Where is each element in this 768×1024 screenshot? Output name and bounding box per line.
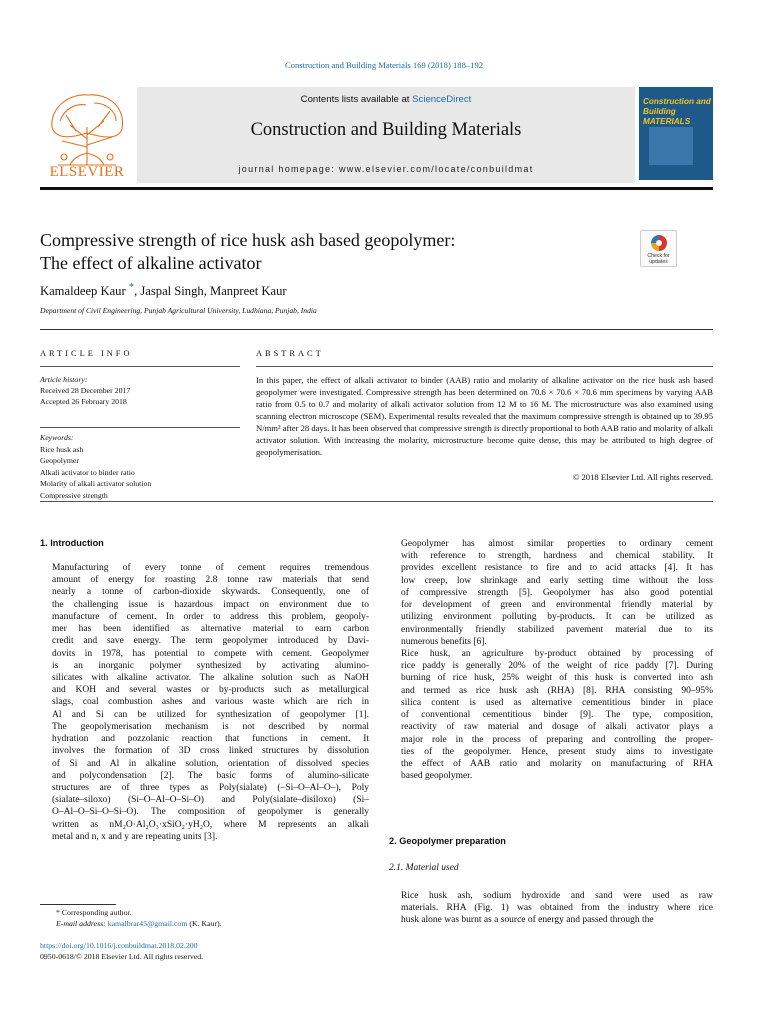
issn-copyright: 0950-0618/© 2018 Elsevier Ltd. All rights reserved. [40,952,204,962]
keyword: Alkali activator to binder ratio [40,467,135,477]
material-used-heading: 2.1. Material used [389,863,459,873]
text-line: amount of energy for roasting 2.8 tonne raw materials that send [52,575,369,586]
paragraph [389,648,713,782]
text-line: materials. RHA (Fig. 1) was obtained from the industry where rice [401,903,713,914]
text-line: structures are of three types as Poly(sialate) (–Si–O–Al–O–), Poly [52,782,369,793]
journal-banner [137,87,635,183]
crossmark-icon [651,235,667,251]
crossmark-label: Check for updates [647,253,670,265]
author-kamaldeep-kaur[interactable]: Kamaldeep Kaur [40,284,126,299]
text-line: utilizing environment polluting by-products. It can be utilized as [401,612,713,623]
history-label: Article history: [40,375,88,384]
abstract-bottom-divider [40,501,713,502]
text-line: ties of the geopolymer. Hence, present study aims to investigate [401,746,713,757]
keyword: Geopolymer [40,456,79,465]
paragraph [40,562,369,843]
text-line: involves the formation of 3D cross linked structures by dissolution [52,746,369,757]
text-line: written as nM₂O·Al₂O₃·xSiO₂·yH₂O, where M represents an alkali [52,819,369,830]
journal-cover-image[interactable] [639,87,713,180]
abstract-divider [256,366,713,367]
article-title-line-2: The effect of alkaline activator [40,253,262,273]
text-line: low creep, low shrinkage and early setting time without the loss [401,575,713,586]
text-line: with reference to strength, hardness and chemical stability. It [401,551,713,562]
contents-availability [137,94,635,105]
text-line: for development of green and environmental friendly material by [401,600,713,611]
text-line: Rice husk ash, sodium hydroxide and sand were used as raw [401,891,713,901]
accepted-date: Accepted 26 February 2018 [40,397,127,406]
text-line: rice paddy is generally 20% of the weight of rice paddy [7]. During [401,661,713,672]
abstract-heading: ABSTRACT [256,349,324,358]
text-line: slags, coal combustion ashes and various waste which are rich in [52,697,369,708]
text-line: manufacture of cement. In order to address this problem, geopoly- [52,611,369,622]
author-email-link[interactable]: kamalbrar45@gmail.com [107,919,188,929]
email-note [40,918,222,929]
text-line: The geopolymerisation mechanism is not described by normal [52,721,369,732]
journal-citation-link[interactable]: Construction and Building Materials 169 (2018) 188–192 [284,60,484,70]
text-line: reactivity of raw material and dosage of alkali activator plays a [401,722,713,733]
text-line: and polycondensation [2]. The basic forms of alumino-silicate [52,770,369,781]
keyword: Molarity of alkali activator solution [40,479,152,488]
text-line: dovits in 1978, has potential to compete with cement. Geopolymer [52,648,369,659]
keyword: Rice husk ash [40,444,84,454]
abstract-copyright: © 2018 Elsevier Ltd. All rights reserved. [572,472,713,482]
elsevier-logo [40,87,134,183]
elsevier-tree-icon [40,87,134,167]
journal-name: Construction and Building Materials [250,120,522,140]
text-line: numerous benefits [6]. [401,636,487,647]
text-line: of compressive strength [5]. Geopolymer has also good potential [401,587,713,598]
text-line: (sialate–siloxo) (Si–O–Al–O–Si–O) and Poly(sialate–disiloxo) (Si– [52,795,369,806]
text-line: Manufacturing of every tonne of cement requires tremendous [52,563,369,573]
contents-prefix: Contents lists available at [300,94,413,105]
text-line: of Si and Al in alkaline solution, orientation of dissolved species [52,758,369,769]
title-divider [40,329,713,330]
text-line: nearly a tonne of carbon-dioxide skywards. Consequently, one of [52,587,369,598]
author-affiliation: Department of Civil Engineering, Punjab Agricultural University, Ludhiana, Punjab, India [40,306,317,315]
text-line: husk alone was burnt as a source of energy and passed through the [401,915,654,926]
introduction-paragraph [40,562,369,843]
info-divider [40,366,240,367]
text-line: and termed as rice husk ash (RHA) [8]. RHA consisting 90–95% [401,685,713,696]
text-line: metal and n, x and y are repeating units [3]. [52,831,218,842]
journal-homepage-link[interactable]: journal homepage: www.elsevier.com/locate/conbuildmat [238,164,534,174]
material-used-text [389,890,713,927]
abstract-text: In this paper, the effect of alkali activator to binder (AAB) ratio and molarity of alkaline activator on the rice husk ash based geopolymer were investigated. Compressive strength has been determined on 70.6 × 70.6 × 70.6 mm specimens by varying AAB ratio from 0.5 to 0.7 and molarity of alkali activator solution from 12 M to 16 M. The microstructure was also examined using scanning electron microscope (SEM). Experimental results revealed that the maximum compressive strength is obtained up to 39.95 N/mm² after 28 days. It has been observed that compressive strength is directly proportional to both AAB ratio and molarity of alkali activator solution. With increasing the molarity, microstructure become quite dense, this may be attributed to high degree of geopolymerisation. [256,375,713,457]
right-column-text [389,538,713,782]
paragraph [389,890,713,927]
article-history [40,374,130,407]
author-list [40,282,287,299]
keywords-divider [40,427,240,428]
received-date: Received 28 December 2017 [40,386,131,395]
text-line: Al and Si can be utilized for synthesization of geopolymer [1]. [52,709,369,720]
text-line: silica content is used as alternative cementitious binder in place [401,697,713,708]
keyword: Compressive strength [40,490,108,500]
doi-block [40,940,203,963]
introduction-heading: 1. Introduction [40,538,104,548]
text-line: O–Al–O–Si–O–Si–O). The composition of geopolymer is generally [52,807,369,818]
text-line: silicates with alkaline activator. The alkaline solution such as NaOH [52,672,369,683]
doi-link[interactable]: https://doi.org/10.1016/j.conbuildmat.2018.02.200 [40,941,198,950]
article-title [40,229,600,275]
text-line: is an inorganic polymer synthesized by activating alumino- [52,660,369,671]
text-line: provides excellent resistance to fire and to acid attacks [4]. It has [401,563,713,574]
corresponding-author-mark[interactable]: * [128,282,135,293]
cover-art [649,127,693,165]
text-line: credit and save energy. The term geopolymer introduced by Davi- [52,636,369,647]
text-line: hydration and pozzolanic reaction that functions in cement. It [52,734,369,745]
email-label: E-mail address: [56,919,108,929]
text-line: Geopolymer has almost similar properties to ordinary cement [401,539,713,549]
article-info-heading: ARTICLE INFO [40,349,133,358]
footnotes [40,907,222,930]
text-line: based geopolymer. [401,771,473,782]
text-line: the challenging issue is hazardous impact on environment due to [52,599,369,610]
sciencedirect-link[interactable]: ScienceDirect [412,94,472,105]
corresponding-author-note: * Corresponding author. [56,908,132,917]
email-suffix: (K. Kaur). [187,919,222,929]
text-line: of conventional cementitious binder [9]. The type, composition, [401,710,713,721]
text-line: major role in the process of preparing and controlling the proper- [401,734,713,745]
paragraph [389,538,713,648]
check-for-updates-button[interactable] [640,230,677,267]
text-line: mer has been identified as alternative material to earn carbon [52,624,369,635]
keywords-list [40,432,151,501]
cover-title: Construction and Building MATERIALS [643,97,711,126]
elsevier-wordmark: ELSEVIER [49,164,125,180]
text-line: environmentally friendly stabilized pavement material due to its [401,624,713,635]
text-line: and KOH and several wastes or by-products such as metallurgical [52,685,369,696]
geopolymer-preparation-heading: 2. Geopolymer preparation [389,836,506,846]
keywords-label: Keywords: [40,433,74,442]
other-authors: , Jaspal Singh, Manpreet Kaur [134,284,287,299]
footnote-divider [40,904,116,905]
text-line: Rice husk, an agriculture by-product obtained by processing of [401,648,713,659]
article-title-line-1: Compressive strength of rice husk ash based geopolymer: [40,230,456,250]
text-line: the effect of AAB ratio and molarity on manufacturing of RHA [401,758,713,769]
text-line: burning of rice husk, 25% weight of this husk is converted into ash [401,673,713,684]
header-divider [40,187,713,190]
